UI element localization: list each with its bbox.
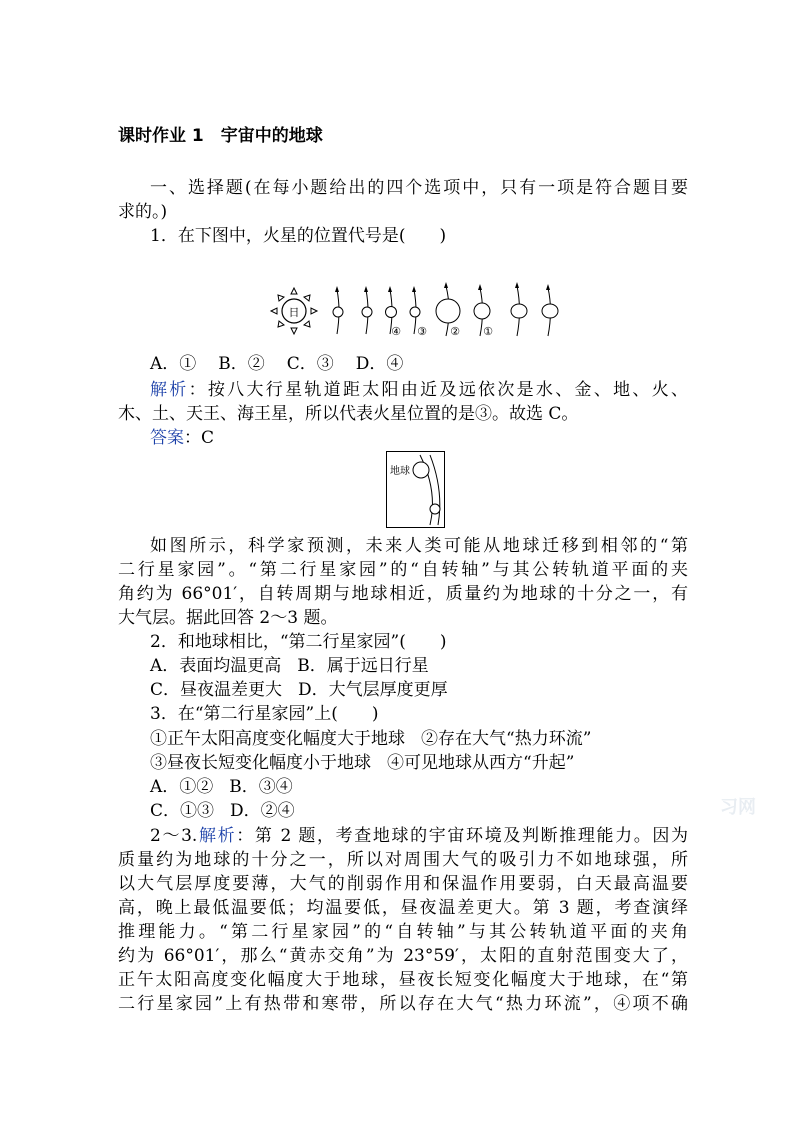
answer-label: 答案 — [150, 428, 184, 448]
option-d: D．④ — [355, 354, 404, 374]
question-1-answer — [150, 426, 688, 450]
page-title: 课时作业 1 宇宙中的地球 — [118, 126, 323, 146]
question-3-statements-34 — [150, 751, 688, 775]
option-d: D．大气层厚度更厚 — [298, 680, 448, 700]
planet-label-4: ④ — [391, 325, 401, 338]
analysis-label: 解析 — [197, 826, 237, 846]
option-a: A．① — [150, 354, 197, 374]
analysis-23-line6: 约为 66°01′，那么“黄赤交角”为 23°59′，太阳的直射范围变大了， — [118, 946, 688, 966]
question-1-stem: 1．在下图中，火星的位置代号是( ) — [150, 226, 447, 246]
question-3-statements-12 — [150, 727, 688, 751]
statement-4: ④可见地球从西方“升起” — [387, 753, 575, 773]
option-a: A．表面均温更高 — [150, 656, 282, 676]
passage-line1: 如图所示，科学家预测，未来人类可能从地球迁移到相邻的“第 — [150, 536, 688, 556]
question-2-options-ab — [150, 654, 688, 678]
question-2-stem: 2．和地球相比，“第二行星家园”( ) — [150, 632, 447, 652]
option-b: B．③④ — [229, 777, 293, 797]
option-c: C．③ — [286, 354, 334, 374]
passage-line4: 大气层。据此回答 2～3 题。 — [118, 608, 338, 628]
analysis-23-line8: 二行星家园”上有热带和寒带，所以存在大气“热力环流”，④项不确 — [118, 994, 688, 1014]
analysis-23-line5: 推理能力。“第二行星家园”的“自转轴”与其公转轨道平面的夹角 — [118, 922, 688, 942]
analysis-23-line4: 高，晚上最低温要低；均温要低，昼夜温差更大。第 3 题，考查演绎 — [118, 898, 688, 918]
option-a: A．①② — [150, 777, 214, 797]
passage-line3: 角约为 66°01′，自转周期与地球相近，质量约为地球的十分之一，有 — [118, 584, 688, 604]
passage-line2: 二行星家园”。“第二行星家园”的“自转轴”与其公转轨道平面的夹 — [118, 560, 688, 580]
option-b: B．② — [218, 354, 265, 374]
answer-value: ：C — [184, 428, 215, 448]
question-3-options-cd — [150, 799, 688, 823]
question-3-stem: 3．在“第二行星家园”上( ) — [150, 704, 379, 724]
option-b: B．属于远日行星 — [297, 656, 429, 676]
option-d: D．②④ — [230, 801, 295, 821]
option-c: C．昼夜温差更大 — [150, 680, 283, 700]
orbit-figure — [386, 451, 446, 529]
question-2-options-cd — [150, 678, 688, 702]
analysis-text: ：按八大行星轨道距太阳由近及远依次是水、金、地、火、 — [188, 380, 688, 400]
question-1-options — [150, 352, 688, 376]
analysis-label: 解析 — [150, 380, 189, 400]
option-c: C．①③ — [150, 801, 215, 821]
sun-icon — [271, 288, 317, 334]
watermark: 习网 — [720, 797, 756, 818]
analysis-prefix: 2～3. — [150, 826, 198, 846]
earth-label: 地球 — [390, 466, 410, 477]
section-instruction-line2: 求的。) — [118, 202, 168, 222]
analysis-23-line7: 正午太阳高度变化幅度大于地球，昼夜长短变化幅度大于地球，在“第 — [118, 970, 688, 990]
question-1-analysis-line2: 木、土、天王、海王星，所以代表火星位置的是③。故选 C。 — [118, 404, 579, 424]
planet-label-2: ② — [450, 325, 460, 338]
question-1-analysis-line1 — [150, 378, 688, 402]
question-3-options-ab — [150, 775, 688, 799]
analysis-23-line1 — [150, 824, 688, 848]
solar-system-figure — [262, 278, 572, 342]
sun-label: 日 — [288, 306, 300, 319]
statement-2: ②存在大气“热力环流” — [421, 729, 592, 749]
statement-1: ①正午太阳高度变化幅度大于地球 — [150, 729, 405, 749]
statement-3: ③昼夜长短变化幅度小于地球 — [150, 753, 371, 773]
planet-label-3: ③ — [417, 325, 427, 338]
analysis-23-line3: 以大气层厚度要薄，大气的削弱作用和保温作用要弱，白天最高温要 — [118, 874, 688, 894]
analysis-23-line2: 质量约为地球的十分之一，所以对周围大气的吸引力不如地球强，所 — [118, 850, 688, 870]
section-instruction-line1: 一、选择题(在每小题给出的四个选项中，只有一项是符合题目要 — [150, 178, 688, 198]
planet-label-1: ① — [483, 325, 493, 338]
analysis-text: ：第 2 题，考查地球的宇宙环境及判断推理能力。因为 — [236, 826, 689, 846]
